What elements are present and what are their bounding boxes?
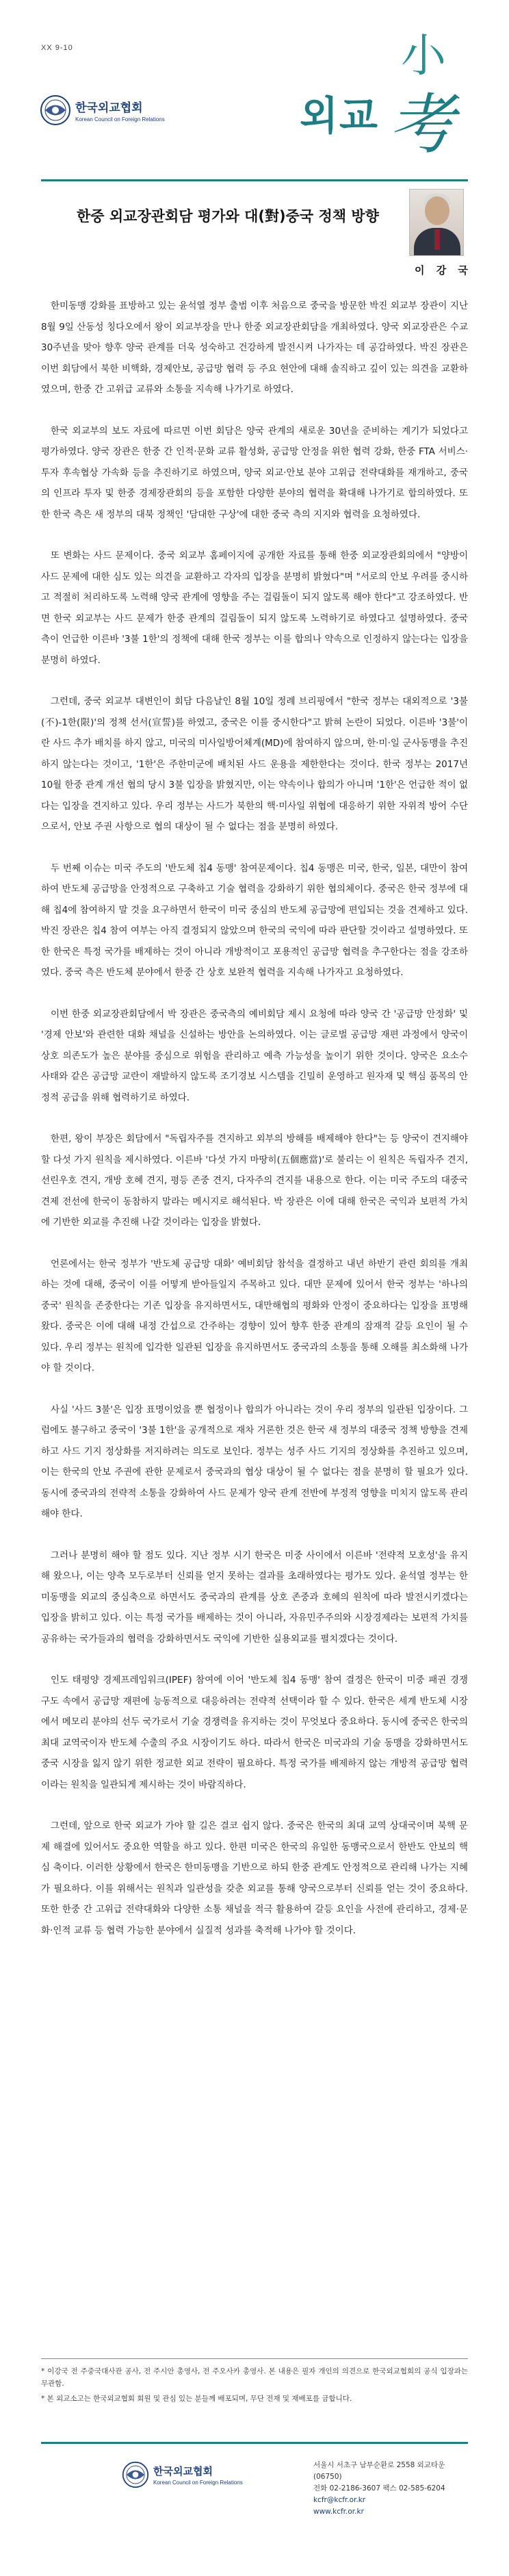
footer-divider bbox=[41, 2442, 468, 2444]
paragraph: 이번 한중 외교장관회담에서 박 장관은 중국측의 예비회담 제시 요청에 따라 양국 간 '공급망 안정화' 및 '경제 안보'와 관련한 대화 채널을 신설하는 방안을 논의하였다. 이는 글로벌 공급망 재편 과정에서 양국이 상호 의존도가 높은 분야를 중심으로 위험을 관리하고 예측 가능성을 높이기 위한 것이다. 양국은 요소수 사태와 같은 공급망 교란이 재발하지 않도록 조기경보 시스템을 긴밀히 운영하고 원자재 및 핵심 품목의 안정적 공급을 위해 협력하기로 하였다. bbox=[41, 1008, 468, 1103]
paragraph: 인도 태평양 경제프레임워크(IPEF) 참여에 이어 '반도체 칩4 동맹' 참여 결정은 한국이 미중 패권 경쟁 구도 속에서 공급망 재편에 능동적으로 대응하려는 전략적 선택이라 할 수 있다. 한국은 세계 반도체 시장에서 메모리 분야의 선두 국가로서 기술 경쟁력을 유지하는 것이 무엇보다 중요하다. 동시에 중국은 한국의 최대 교역국이자 반도체 수출의 주요 시장이기도 하다. 따라서 한국은 미국과의 기술 동맹을 강화하면서도 중국 시장을 잃지 않기 위한 정교한 외교 전략이 필요하다. 특정 국가를 배제하지 않는 개방적 공급망 협력이라는 원칙을 일관되게 제시하는 것이 바람직하다. bbox=[41, 1675, 468, 1790]
org-name-en: Korean Council on Foreign Relations bbox=[75, 116, 165, 123]
footer-email-link[interactable]: kcfr@kcfr.or.kr bbox=[313, 2496, 366, 2504]
masthead-title: 외교 bbox=[300, 92, 380, 139]
paragraph: 그러나 분명히 해야 할 점도 있다. 지난 정부 시기 한국은 미중 사이에서 이른바 '전략적 모호성'을 유지해 왔으나, 이는 양측 모두로부터 신뢰를 얻지 못하는 결과를 초래하였다는 평가도 있다. 윤석열 정부는 한미동맹을 외교의 중심축으로 하면서도 중국과의 관계를 상호 존중과 호혜의 원칙에 따라 발전시키겠다는 입장을 밝히고 있다. 이는 특정 국가를 배제하는 것이 아니라, 자유민주주의와 시장경제라는 보편적 가치를 공유하는 국가들과의 협력을 강화하면서도 국익에 기반한 실용외교를 펼치겠다는 것이다. bbox=[41, 1549, 468, 1645]
org-logo[interactable] bbox=[40, 94, 165, 126]
masthead bbox=[286, 7, 471, 178]
footer-logo[interactable] bbox=[122, 2461, 243, 2488]
footnote: * 이강국 전 주중국대사관 공사, 전 주시안 총영사, 전 주오사카 총영사. 본 내용은 필자 개인의 의견으로 한국외교협회의 공식 입장과는 무관함. bbox=[41, 2367, 468, 2388]
issue-number: XX 9-10 bbox=[41, 44, 73, 52]
footer-org-name-kr: 한국외교협회 bbox=[153, 2465, 213, 2477]
paragraph: 그런데, 중국 외교부 대변인이 회담 다음날인 8월 10일 정례 브리핑에서 "한국 정부는 대외적으로 '3불(不)-1한(限)'의 정책 선서(宣誓)를 하였고, 중국은 이를 중시한다"고 밝혀 논란이 되었다. 이른바 '3불'이란 사드 추가 배치를 하지 않고, 미국의 미사일방어체계(MD)에 참여하지 않으며, 한·미·일 군사동맹을 추진하지 않는다는 것이고, '1한'은 주한미군에 배치된 사드 운용을 제한한다는 것이다. 한국 정부는 2017년 10월 한중 관계 개선 협의 당시 3불 입장을 밝혔지만, 이는 약속이나 합의가 아니며 '1한'은 언급한 적이 없다는 입장을 견지하고 있다. 우리 정부는 사드가 북한의 핵·미사일 위협에 대응하기 위한 자위적 방어 수단으로서, 안보 주권 사항으로 협의 대상이 될 수 없다는 점을 분명히 하였다. bbox=[41, 696, 468, 832]
article-title: 한중 외교장관회담 평가와 대(對)중국 정책 방향 bbox=[77, 208, 379, 224]
footer bbox=[41, 2456, 468, 2516]
masthead-small-char: 小 bbox=[401, 29, 446, 82]
paragraph: 한미동맹 강화를 표방하고 있는 윤석열 정부 출범 이후 처음으로 중국을 방문한 박진 외교부 장관이 지난 8월 9일 산동성 칭다오에서 왕이 외교부장을 만나 한중 외교장관회담을 개최하였다. 양국 외교장관은 수교 30주년을 맞아 향후 양국 관계를 더욱 성숙하고 건강하게 발전시켜 나가자는 데 공감하였다. 박진 장관은 이번 회담에서 북한 비핵화, 경제안보, 공급망 협력 등 주요 현안에 대해 솔직하고 깊이 있는 의견을 교환하였으며, 한중 간 고위급 교류와 소통을 지속해 나가기로 하였다. bbox=[41, 300, 468, 395]
paragraph: 한편, 왕이 부장은 회담에서 "독립자주를 견지하고 외부의 방해를 배제해야 한다"는 등 양국이 견지해야 할 다섯 가지 원칙을 제시하였다. 이른바 '다섯 가지 마땅히(五個應當)'로 불리는 이 원칙은 독립자주 견지, 선린우호 견지, 개방 호혜 견지, 평등 존중 견지, 다자주의 견지를 내용으로 한다. 이는 미국 주도의 대중국 견제 전선에 한국이 동참하지 말라는 메시지로 해석된다. 박 장관은 이에 대해 한국은 국익과 보편적 가치에 기반한 외교를 추진해 나갈 것이라는 입장을 밝혔다. bbox=[41, 1133, 468, 1228]
paragraph: 한국 외교부의 보도 자료에 따르면 이번 회담은 양국 관계의 새로운 30년을 준비하는 계기가 되었다고 평가하였다. 양국 장관은 한중 간 인적·문화 교류 활성화, 공급망 안정을 위한 협력 강화, 한중 FTA 서비스·투자 후속협상 가속화 등을 추진하기로 하였으며, 양국 외교·안보 분야 고위급 전략대화를 재개하고, 중국의 인프라 투자 및 한중 경제장관회의 등을 포함한 다양한 분야의 협력을 확대해 나가기로 합의하였다. 또한 한국 측은 새 정부의 대북 정책인 '담대한 구상'에 대한 중국 측의 지지와 협력을 요청하였다. bbox=[41, 425, 468, 520]
article-body bbox=[41, 296, 468, 1961]
footer-org-name-en: Korean Council on Foreign Relations bbox=[153, 2480, 243, 2486]
paragraph: 그런데, 앞으로 한국 외교가 가야 할 길은 결코 쉽지 않다. 중국은 한국의 최대 교역 상대국이며 북핵 문제 해결에 있어서도 중요한 역할을 하고 있다. 한편 미국은 한국의 유일한 동맹국으로서 한반도 안보의 핵심 축이다. 이러한 상황에서 한국은 한미동맹을 기반으로 하되 한중 관계도 안정적으로 관리해 나가는 지혜가 필요하다. 이를 위해서는 원칙과 일관성을 갖춘 외교를 통해 양국으로부터 신뢰를 얻는 것이 중요하다. 또한 한중 간 고위급 전략대화와 다양한 소통 채널을 적극 활용하여 갈등 요인을 사전에 관리하고, 경제·문화·인적 교류 등 협력 가능한 분야에서 실질적 성과를 축적해 나가야 할 것이다. bbox=[41, 1820, 468, 1936]
paragraph: 또 변화는 사드 문제이다. 중국 외교부 홈페이지에 공개한 자료를 통해 한중 외교장관회의에서 "양방이 사드 문제에 대한 심도 있는 의견을 교환하고 각자의 입장을 분명히 밝혔다"며 "서로의 안보 우려를 중시하고 적절히 처리하도록 노력해 양국 관계에 영향을 주는 걸림돌이 되지 않도록 해야 한다"고 강조하였다. 반면 한국 외교부는 사드 문제가 한중 관계의 걸림돌이 되지 않도록 노력하기로 하였다고 설명하였다. 중국 측이 언급한 이른바 '3불 1한'의 정책에 대해 한국 정부는 이를 합의나 약속으로 인정하지 않는다는 입장을 분명히 하였다. bbox=[41, 550, 468, 666]
footer-website-link[interactable]: www.kcfr.or.kr bbox=[313, 2508, 364, 2516]
footnote: * 본 외교소고는 한국외교협회 회원 및 관심 있는 분들께 배포되며, 무단 전재 및 재배포를 금합니다. bbox=[41, 2395, 352, 2403]
author-photo bbox=[409, 189, 464, 256]
footer-contact bbox=[313, 2460, 468, 2518]
paragraph: 언론에서는 한국 정부가 '반도체 공급망 대화' 예비회담 참석을 결정하고 내년 하반기 관련 회의를 개최하는 것에 대해, 중국이 이를 어떻게 받아들일지 주목하고 있다. 대만 문제에 있어서 한국 정부는 '하나의 중국' 원칙을 존중한다는 기존 입장을 유지하면서도, 대만해협의 평화와 안정이 중요하다는 입장을 표명해 왔다. 중국은 이에 대해 내정 간섭으로 간주하는 경향이 있어 향후 한중 관계의 잠재적 갈등 요인이 될 수 있다. 우리 정부는 원칙에 입각한 일관된 입장을 유지하면서도 중국과의 소통을 통해 오해를 최소화해 나가야 할 것이다. bbox=[41, 1258, 468, 1374]
footnote-divider bbox=[41, 2358, 468, 2359]
org-emblem-icon bbox=[40, 94, 71, 126]
paragraph: 사실 '사드 3불'은 입장 표명이었을 뿐 협정이나 합의가 아니라는 것이 우리 정부의 일관된 입장이다. 그럼에도 불구하고 중국이 '3불 1한'을 공개적으로 재차 거론한 것은 한국 새 정부의 대중국 정책 방향을 견제하고 사드 기지 정상화를 저지하려는 의도로 보인다. 정부는 성주 사드 기지의 정상화를 추진하고 있으며, 이는 한국의 안보 주권에 관한 문제로서 중국과의 협상 대상이 될 수 없다는 점을 분명히 할 필요가 있다. 동시에 중국과의 전략적 소통을 강화하여 사드 문제가 양국 관계 전반에 부정적 영향을 미치지 않도록 관리해야 한다. bbox=[41, 1404, 468, 1519]
author-name: 이 강 국 bbox=[415, 264, 472, 276]
footer-address: 서울시 서초구 남부순환로 2558 외교타운 (06750) bbox=[313, 2461, 445, 2481]
paragraph: 두 번째 이슈는 미국 주도의 '반도체 칩4 동맹' 참여문제이다. 칩4 동맹은 미국, 한국, 일본, 대만이 참여하여 반도체 공급망을 안정적으로 구축하고 기술 협력을 강화하기 위한 협의체이다. 중국은 한국 정부에 대해 칩4에 참여하지 말 것을 요구하면서 한국이 미국 중심의 반도체 공급망에 편입되는 것을 견제하고 있다. 박진 장관은 칩4 참여 여부는 아직 결정되지 않았으며 한국의 국익에 따라 판단할 것이라고 설명하였다. 또한 한국은 특정 국가를 배제하는 것이 아니라 개방적이고 포용적인 공급망 협력을 추구한다는 점을 강조하였다. 중국 측은 반도체 분야에서 한중 간 상호 보완적 협력을 지속해 나가자고 요청하였다. bbox=[41, 862, 468, 978]
footer-phone: 전화 02-2186-3607 팩스 02-585-6204 bbox=[313, 2484, 445, 2493]
footnotes bbox=[41, 2365, 468, 2408]
org-name-kr: 한국외교협회 bbox=[75, 101, 143, 115]
org-emblem-icon bbox=[122, 2461, 149, 2488]
header-divider bbox=[41, 179, 468, 181]
masthead-side-char: 考 bbox=[389, 86, 454, 163]
